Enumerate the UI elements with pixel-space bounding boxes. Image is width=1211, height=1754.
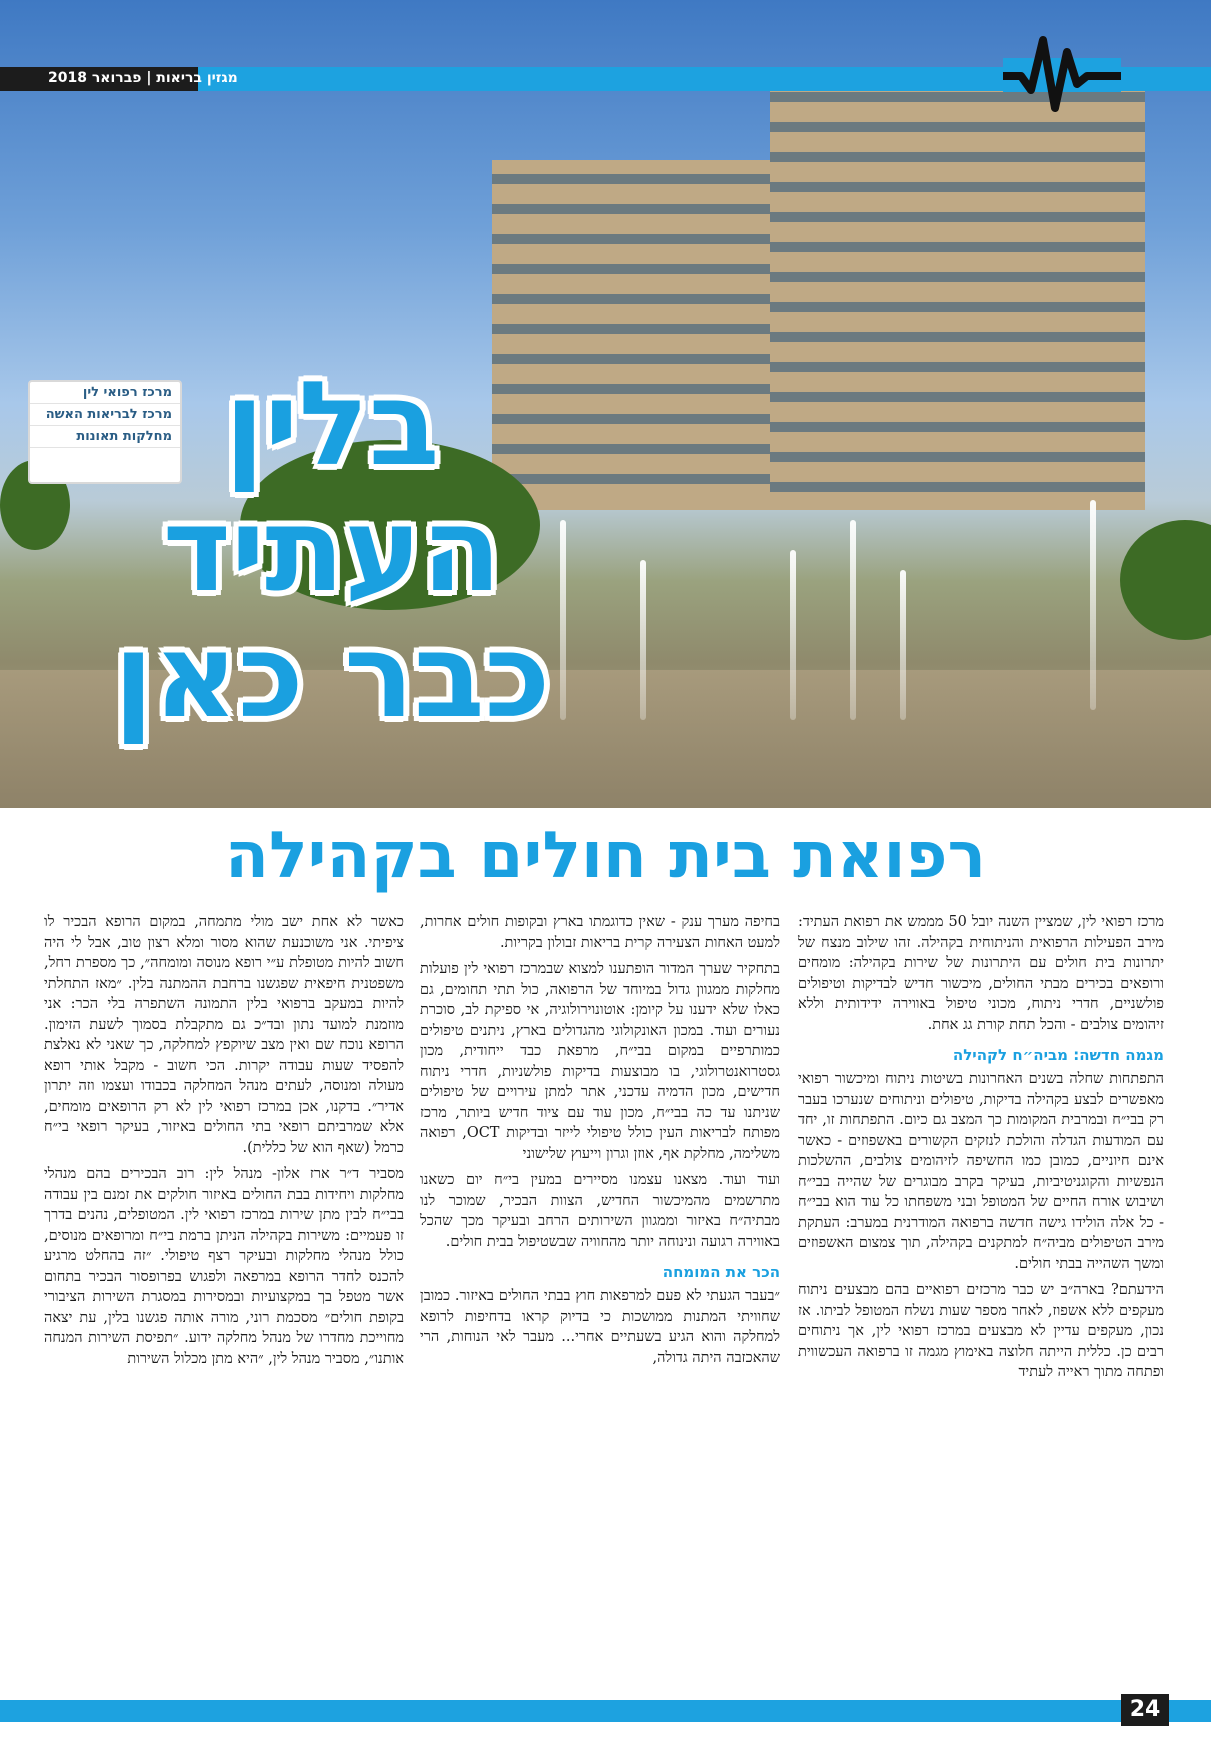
right-building [770, 78, 1145, 510]
article-column-middle [420, 912, 780, 1374]
paragraph: כאשר לא אחת ישב מולי מתמחה, במקום הרופא הבכיר לו ציפיתי. אני משוכנעת שהוא מסור ומלא רצון טוב, אבל לי היה חשוב להיות מטופלת ע״י רופא מנוסה ומומחה״, כך מספרת רחל, משפטנית חיפאית שפגשנו ברחבת ההמתנה בלין. ״מאז התחלתי להיות במעקב ברפואי בלין התמונה השתפרה בלי הכר: אני מוזמנת למועד נתון ובד״כ גם מתקבלת בסמוך לשעת הזימון. הרופא נוכח שם ואין מצב שיוקפץ למחלקה, כך שאני לא נאלצת להפסיד שעות עבודה יקרות. הכי חשוב - מקבל אותי רופא מעולה ומנוסה, לעתים מנהל המחלקה בכבודו ועצמו וזה יתרון אדיר״. בדקנו, אכן במרכז רפואי לין לא רק הרופאים מומחים, אלא שמרביתם רופאי בתי החולים באיזור, בעיקר רופאי בי״ח כרמל (שאף הוא של כללית). [44, 914, 404, 1156]
paragraph: ״בעבר הגעתי לא פעם למרפאות חוץ בבתי החולים באיזור. כמובן שחוויתי המתנות ממושכות כי בדיוק קראו בדחיפות לרופא למחלקה והוא הגיע בשעתיים אחרי... מעבר לאי הנוחות, הרי שהאכזבה היתה גדולה, [420, 1288, 780, 1366]
fountain-jet [640, 560, 646, 720]
headline-line-1: בלין [224, 357, 440, 492]
headline-line-2: העתיד [162, 483, 502, 618]
window-row [492, 204, 782, 214]
window-row [770, 242, 1145, 252]
window-row [770, 152, 1145, 162]
article-column-right [798, 912, 1164, 1389]
fountain-jet [790, 550, 796, 720]
window-row [770, 332, 1145, 342]
window-row [770, 362, 1145, 372]
page-number: 24 [1121, 1694, 1169, 1726]
section-heading: מגמה חדשה: מביה״ח לקהילה [952, 1046, 1164, 1064]
window-row [770, 212, 1145, 222]
window-row [770, 392, 1145, 402]
window-row [492, 294, 782, 304]
paragraph: בחיפה מערך ענק - שאין כדוגמתו בארץ ובקופות חולים אחרות, למעט האחות הצעירה קרית בריאות זבולון בקריות. [420, 914, 780, 951]
window-row [770, 452, 1145, 462]
main-headline [62, 357, 602, 744]
article-column-left [44, 912, 404, 1375]
window-row [492, 264, 782, 274]
window-row [492, 324, 782, 334]
paragraph: מרכז רפואי לין, שמציין השנה יובל 50 מממש את רפואת העתיד: מירב הפעילות הרפואית והניתוחית בקהילה. זהו שילוב מנצח של יתרונות בית חולים עם היתרונות של שירות בקהילה: מומחים ורופאים בכירים מבתי החולים, מיכשור חדיש לבדיקות וטיפולים פולשניים, חדרי ניתוח, מכוני טיפול באווירה ידידותית וללא זיהומים צולבים - והכל תחת קורת גג אחת. [798, 914, 1165, 1033]
paragraph: מסביר ד״ר ארז אלון- מנהל לין: רוב הבכירים בהם מנהלי מחלקות ויחידות בבת החולים באיזור חולקים את זמנם בין עבודה בבי״ח לבין מתן שירות במרכז רפואי לין. המטופלים, נהנים בדרך זו פעמיים: משירות בקהילה הניתן ברמת בי״ח ומרופאים מנוסים, כולל מנהלי מחלקות ובעיקר רצף טיפולי. ״זה בהחלט מרגיע להכנס לחדר הרופא במרפאה ולפגוש בפרופסור הבכיר בתחום אשר מטפל בך במקצועיות ובמסירות במסגרת השירות הציבורי בקופת חולים״ מסכמת רוני, מורה אותה פגשנו בלין, עת יצאה מחוייכת מחדרו של מנהל מחלקה ידוע. ״תפיסת השירות המנחה אותנו״, מסביר מנהל לין, ״היא מתן מכלול השירות [44, 1166, 404, 1367]
window-row [492, 174, 782, 184]
paragraph: ועוד ועוד. מצאנו עצמנו מסיירים במעין בי״ח יום כשאנו מתרשמים מהמיכשור החדיש, הצוות הבכיר, שמוכר לנו מבתיה״ח באיזור וממגוון השירותים הרחב ובעיקר מכך שהכל באווירה רגועה ונינוחה יותר מהחוויה שבשטיפול בבית חולים. [420, 1172, 780, 1250]
sign-line: מרכז לבריאות האשה [30, 404, 180, 426]
paragraph: בתחקיר שערך המדור הופתענו למצוא שבמרכז רפואי לין פועלות מחלקות ממגוון גדול במיוחד של הרפואה, כול תתי תחומים, גם כאלו שלא ידענו על קיומן: אוטונוירולוגיה, אי ספיקת לב, סוכרת נעורים ועוד. במכון האונקולוגי מהגדולים בארץ, ניתנים טיפולים כמותרפיים במקום בבי״ח, מרפאת כבד ייחודית, מכון גסטרואנטרולוגי, בו מבוצעות בדיקות פולשניות, חדרי ניתוח חדישים, מכון הדמיה עדכני, אתר למתן עירויים של טיפולים שניתנו עד כה בבי״ח, מכון עוד עם ציוד חדיש ביותר, מרכז מפותח לבריאות העין כולל טיפולי לייזר ובדיקות OCT, רפואה משלימה, מחלקת אף, אוזן וגרון וייעוץ שלישוני [420, 961, 780, 1162]
fountain-jet [900, 570, 906, 720]
window-row [770, 422, 1145, 432]
heartbeat-logo-icon [1003, 32, 1121, 114]
tree [1120, 520, 1211, 640]
window-row [770, 182, 1145, 192]
paragraph: התפתחות שחלה בשנים האחרונות בשיטות ניתוח ומיכשור רפואי מאפשרים לבצע בקהילה בדיקות, טיפולים וניתוחים שנערכו בעבר רק בבי״ח ובמרבית המקומות כך המצב גם כיום. התפתחות זו, יחד עם המודעות הגדלה והולכת לנזקים הקשורים באשפוזים - כאשר אינם חיוניים, כמובן כמו החשיפה לזיהומים צולבים, ההשלכות הנפשיות והקוגניטיביות, בעיקר בקרב מבוגרים של שהייה בבי״ח ושיבוש אורח החיים של המטופל ובני משפחתו כל עוד הוא בבי״ח - כל אלה הולידו גישה חדשה ברפואה המודרנית במערב: העתקת מירב הטיפולים מביה״ח למתקנים בקהילה, תוך צמצום האשפוזים ומשך השהייה בבתי חולים. [798, 1071, 1164, 1272]
section-heading: הכר את המומחה [662, 1263, 780, 1281]
window-row [770, 272, 1145, 282]
sign-line: מרכז רפואי לין [30, 382, 180, 404]
paragraph: הידעתם? בארה״ב יש כבר מרכזים רפואיים בהם מבצעים ניתוח מעקפים ללא אשפוז, לאחר מספר שעות נשלח המטופל לביתו. אז נכון, מעקפים עדיין לא מבצעים במרכז רפואי לין, אך ניתוחים רבים כן. כללית הייתה חלוצה באימוץ מגמה זו ברפואה העכשווית ופתחה מתוך ראייה לעתיד [798, 1282, 1164, 1380]
window-row [770, 122, 1145, 132]
window-row [770, 302, 1145, 312]
article-subtitle: רפואת בית חולים בקהילה [224, 819, 987, 893]
headline-line-3: כבר כאן [113, 609, 551, 744]
magazine-label: מגזין בריאות | פברואר 2018 [48, 70, 238, 86]
footer-bar [0, 1700, 1211, 1722]
fountain-jet [850, 520, 856, 720]
fountain-jet [1090, 500, 1096, 710]
window-row [770, 482, 1145, 492]
sign-line: מחלקות תאונות [30, 426, 180, 448]
window-row [492, 234, 782, 244]
